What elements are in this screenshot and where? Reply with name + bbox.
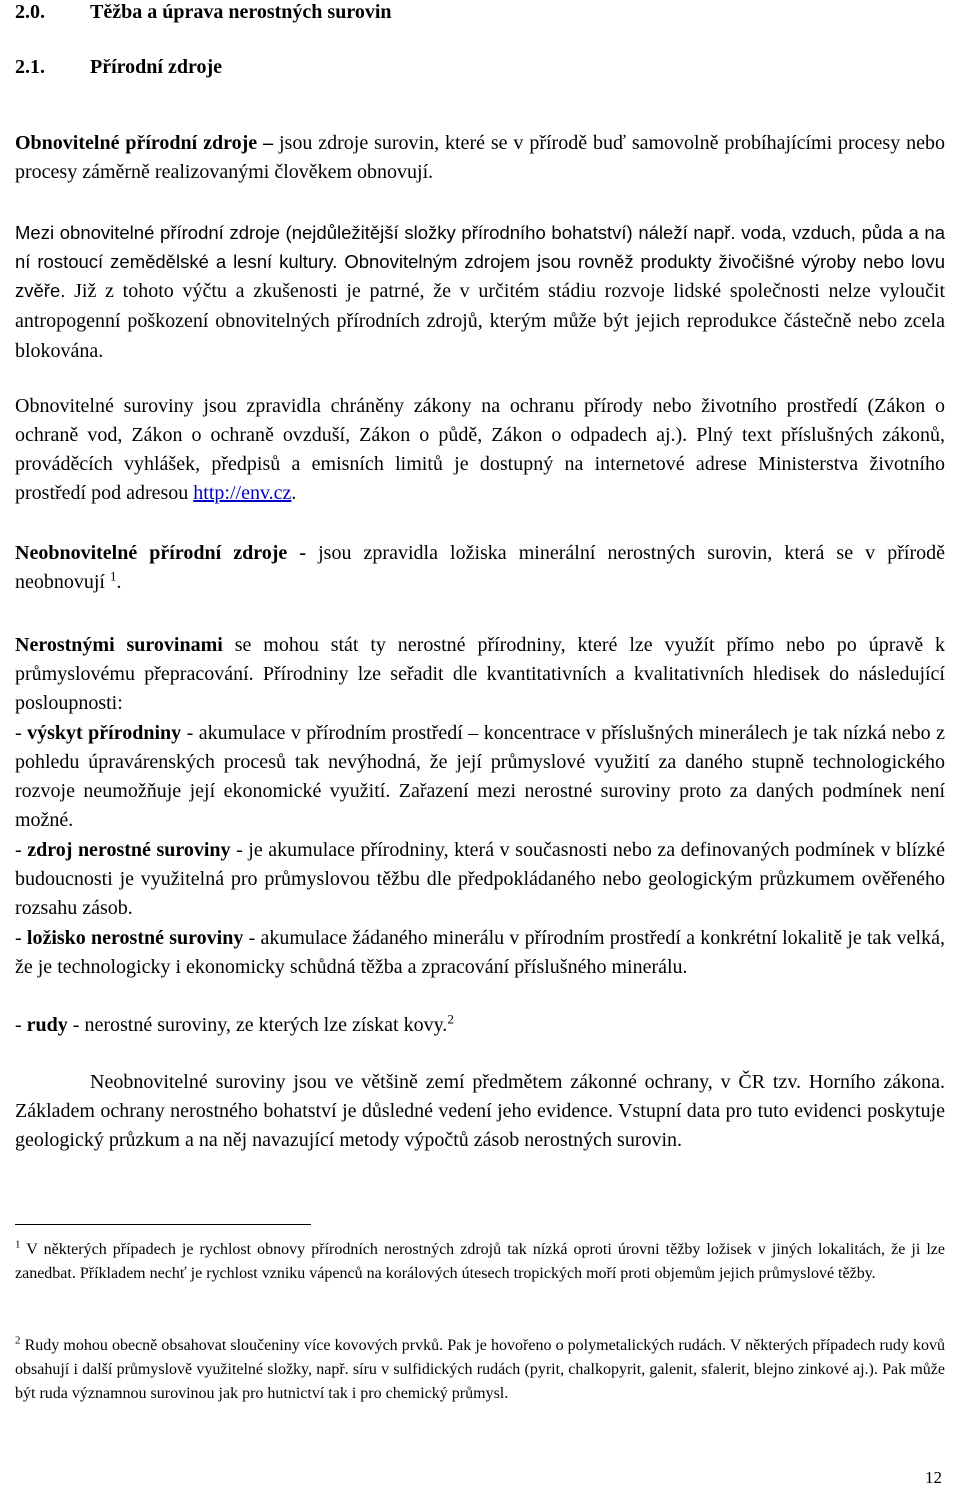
- footnote-text: V některých případech je rychlost obnovy přírodních nerostných zdrojů tak nízká oproti úrovni těžby ložisek v jiných lokalitách, že ji lze zanedbat. Příkladem nechť je rychlost vzniku vápenců na korálových útesech tropických moří proti objemům jejich průmyslové těžby.: [15, 1241, 945, 1282]
- paragraph-renewable-examples: [15, 218, 945, 366]
- paragraph-text: jsou zpravidla ložiska minerální nerostných surovin, která se v přírodě neobnovují: [15, 542, 945, 593]
- term-nonrenewable: Neobnovitelné přírodní zdroje -: [15, 542, 307, 564]
- list-item: [15, 836, 945, 923]
- list-term: zdroj nerostné suroviny: [27, 839, 231, 861]
- paragraph-text-b: Již z tohoto výčtu a zkušenosti je patrné, že v určitém stádiu rozvoje lidské společnosti nelze vyloučit antropogenní poškození obnovitelných přírodních zdrojů, kterým může být jejich reprodukce částečně nebo zcela blokována.: [15, 280, 945, 362]
- footnote-number: 2: [15, 1334, 21, 1347]
- list-term: výskyt přírodniny: [27, 722, 182, 744]
- list-item: [15, 719, 945, 835]
- section-number: 2.1.: [15, 56, 45, 78]
- footnote-1: [15, 1238, 945, 1286]
- paragraph-text-c: Obnovitelné suroviny jsou zpravidla chráněny zákony na ochranu přírody nebo životního prostředí (Zákon o ochraně vod, Zákon o ochraně ovzduší, Zákon o půdě, Zákon o odpadech aj.). Plný text příslušných zákonů, prováděcích vyhlášek, předpisů a emisních limitů je dostupný na internetové adrese Ministerstva životního prostředí pod adresou: [15, 395, 945, 504]
- paragraph-text: se mohou stát ty nerostné přírodniny, které lze využít přímo nebo po úpravě k průmyslovému přepracování. Přírodniny lze seřadit dle kvantitativních a kvalitativních hledisek do následující posloupnosti:: [15, 634, 945, 714]
- section-title: Přírodní zdroje: [90, 56, 223, 78]
- list-dash: -: [15, 839, 28, 861]
- term-mineral-raw-materials: Nerostnými surovinami: [15, 634, 223, 656]
- paragraph-end: .: [116, 571, 122, 593]
- paragraph-text-a: Mezi obnovitelné přírodní zdroje (nejdůležitější složky přírodního bohatství) náleží např. voda, vzduch, půda a na ní rostoucí zemědělské a lesní kultury. Obnovitelným zdrojem jsou rovněž produkty živočišné výroby nebo lovu zvěře.: [15, 222, 945, 301]
- chapter-heading: [15, 0, 945, 27]
- paragraph-mineral-raw-materials: [15, 631, 945, 718]
- term-renewable: Obnovitelné přírodní zdroje –: [15, 132, 274, 154]
- paragraph-protection: [15, 392, 945, 508]
- paragraph-text: jsou zdroje surovin, které se v přírodě buď samovolně probíhajícími procesy nebo procesy záměrně realizovanými člověkem obnovují.: [15, 132, 945, 183]
- list-text: - je akumulace přírodniny, která v současnosti nebo za definovaných podmínek v blízké budoucnosti je využitelná pro průmyslovou těžbu dle předpokládaného nebo geologickým průzkumem ověřeného rozsahu zásob.: [15, 839, 945, 919]
- footnote-2: [15, 1334, 945, 1406]
- footnote-separator: [15, 1224, 311, 1225]
- chapter-number: 2.0.: [15, 1, 45, 23]
- footnote-text: Rudy mohou obecně obsahovat sloučeniny více kovových prvků. Pak je hovořeno o polymetalických rudách. V některých případech rudy kovů obsahují i další průmyslově využitelné složky, např. síru v sulfidických rudách (pyrit, chalkopyrit, galenit, sfalerit, blejno zinkové aj.). Pak může být ruda významnou surovinou jak pro hutnictví tak i pro chemický průmysl.: [15, 1337, 945, 1402]
- list-dash: -: [15, 1014, 27, 1036]
- list-text: - akumulace žádaného minerálu v přírodním prostředí a konkrétní lokalitě je tak velká, že je technologicky i ekonomicky schůdná těžba a zpracování příslušného minerálu.: [15, 927, 945, 978]
- ministry-link[interactable]: http://env.cz: [193, 482, 292, 504]
- list-term: rudy: [26, 1014, 68, 1036]
- paragraph-legal-protection: [15, 1068, 945, 1155]
- footnote-ref-2[interactable]: 2: [447, 1011, 454, 1027]
- list-text: - nerostné suroviny, ze kterých lze získat kovy.: [67, 1014, 448, 1036]
- list-term: ložisko nerostné suroviny: [26, 927, 244, 949]
- footnote-ref-1[interactable]: 1: [110, 568, 117, 584]
- page-number: 12: [925, 1468, 942, 1487]
- list-item: [15, 1011, 945, 1040]
- list-dash: -: [15, 722, 28, 744]
- paragraph-nonrenewable-definition: [15, 539, 945, 597]
- paragraph-renewable-definition: [15, 129, 945, 187]
- list-text: - akumulace v přírodním prostředí – koncentrace v příslušných minerálech je tak nízká nebo z pohledu úpravárenských procesů tak nevýhodná, že její průmyslové využití za daného stupně technologického rozvoje neumožňuje její ekonomické využití. Zařazení mezi nerostné suroviny proto za daných podmínek není možné.: [15, 722, 945, 831]
- paragraph-text: Neobnovitelné suroviny jsou ve většině zemí předmětem zákonné ochrany, v ČR tzv. Horního zákona. Základem ochrany nerostného bohatství je důsledné vedení jeho evidence. Vstupní data pro tuto evidenci poskytuje geologický průzkum a na něj navazující metody výpočtů zásob nerostných surovin.: [15, 1071, 945, 1151]
- list-item: [15, 924, 945, 982]
- chapter-title: Těžba a úprava nerostných surovin: [90, 1, 392, 23]
- section-heading: [15, 53, 945, 82]
- paragraph-end: .: [291, 482, 297, 504]
- list-dash: -: [15, 927, 27, 949]
- footnote-number: 1: [15, 1238, 21, 1251]
